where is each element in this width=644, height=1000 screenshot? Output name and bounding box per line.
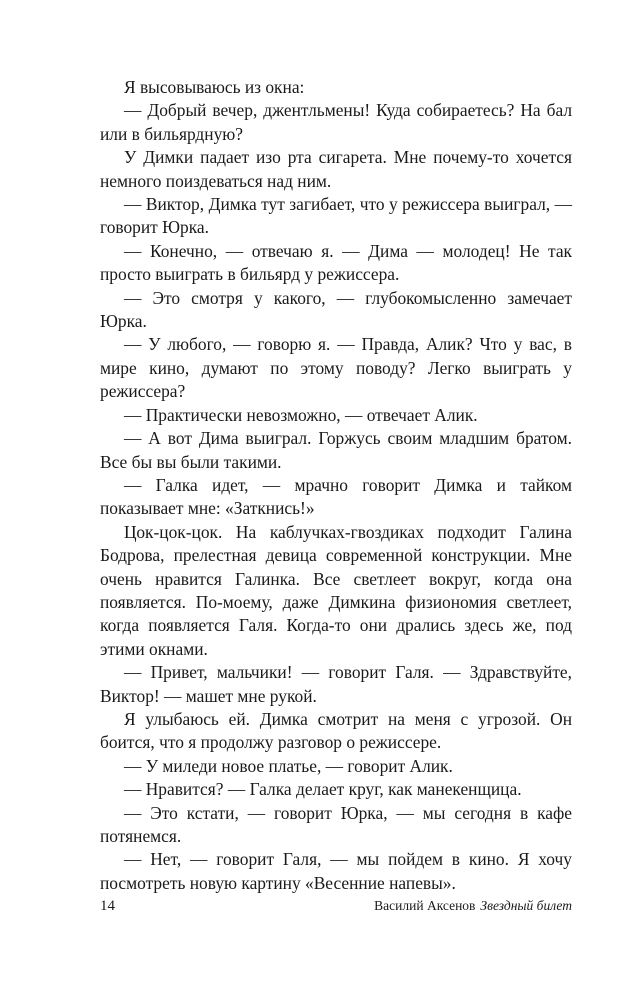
page-number: 14 (100, 898, 115, 914)
paragraph: Я высовываюсь из окна: (124, 77, 305, 97)
book-title: Звездный билет (480, 898, 572, 913)
paragraph: — Конечно, — отвечаю я. — Дима — молодец! Не так просто выиграть в бильярд у режиссера. (100, 240, 572, 285)
paragraph: — Виктор, Димка тут загибает, что у режиссера выиграл, — говорит Юрка. (100, 194, 572, 238)
author-name: Василий Аксенов (374, 898, 476, 913)
paragraph: — Это кстати, — говорит Юрка, — мы сегодня в кафе потянемся. (100, 802, 572, 846)
page-footer (100, 898, 572, 920)
paragraph: Я улыбаюсь ей. Димка смотрит на меня с угрозой. Он боится, что я продолжу разговор о режиссере. (100, 708, 572, 753)
running-head (374, 898, 572, 914)
paragraph: — Нет, — говорит Галя, — мы пойдем в кино. Я хочу посмотреть новую картину «Весенние напевы». (100, 849, 572, 893)
paragraph: — Это смотря у какого, — глубокомысленно замечает Юрка. (100, 287, 572, 332)
paragraph: — Практически невозможно, — отвечает Алик. (124, 404, 478, 425)
paragraph: — Добрый вечер, джентльмены! Куда собираетесь? На бал или в бильярдную? (100, 100, 572, 144)
paragraph: Цок-цок-цок. На каблучках-гвоздиках подходит Галина Бодрова, прелестная девица современной конструкции. Мне очень нравится Галинка. Все светлеет вокруг, когда она появляется. По-моему, даже Димкина физиономия светлеет, когда появляется Галя. Когда-то они дрались здесь же, под этими окнами. (100, 521, 572, 659)
page-body (100, 76, 572, 895)
paragraph: — А вот Дима выиграл. Горжусь своим младшим братом. Все бы вы были такими. (100, 428, 572, 472)
paragraph: — У миледи новое платье, — говорит Алик. (124, 755, 453, 776)
paragraph: У Димки падает изо рта сигарета. Мне почему-то хочется немного поиздеваться над ним. (100, 147, 572, 191)
paragraph: — Галка идет, — мрачно говорит Димка и тайком показывает мне: «Заткнись!» (100, 474, 572, 519)
paragraph: — Нравится? — Галка делает круг, как манекенщица. (124, 779, 522, 800)
paragraph: — У любого, — говорю я. — Правда, Алик? Что у вас, в мире кино, думают по этому поводу? Легко выиграть у режиссера? (100, 334, 572, 402)
paragraph: — Привет, мальчики! — говорит Галя. — Здравствуйте, Виктор! — машет мне рукой. (100, 662, 572, 706)
